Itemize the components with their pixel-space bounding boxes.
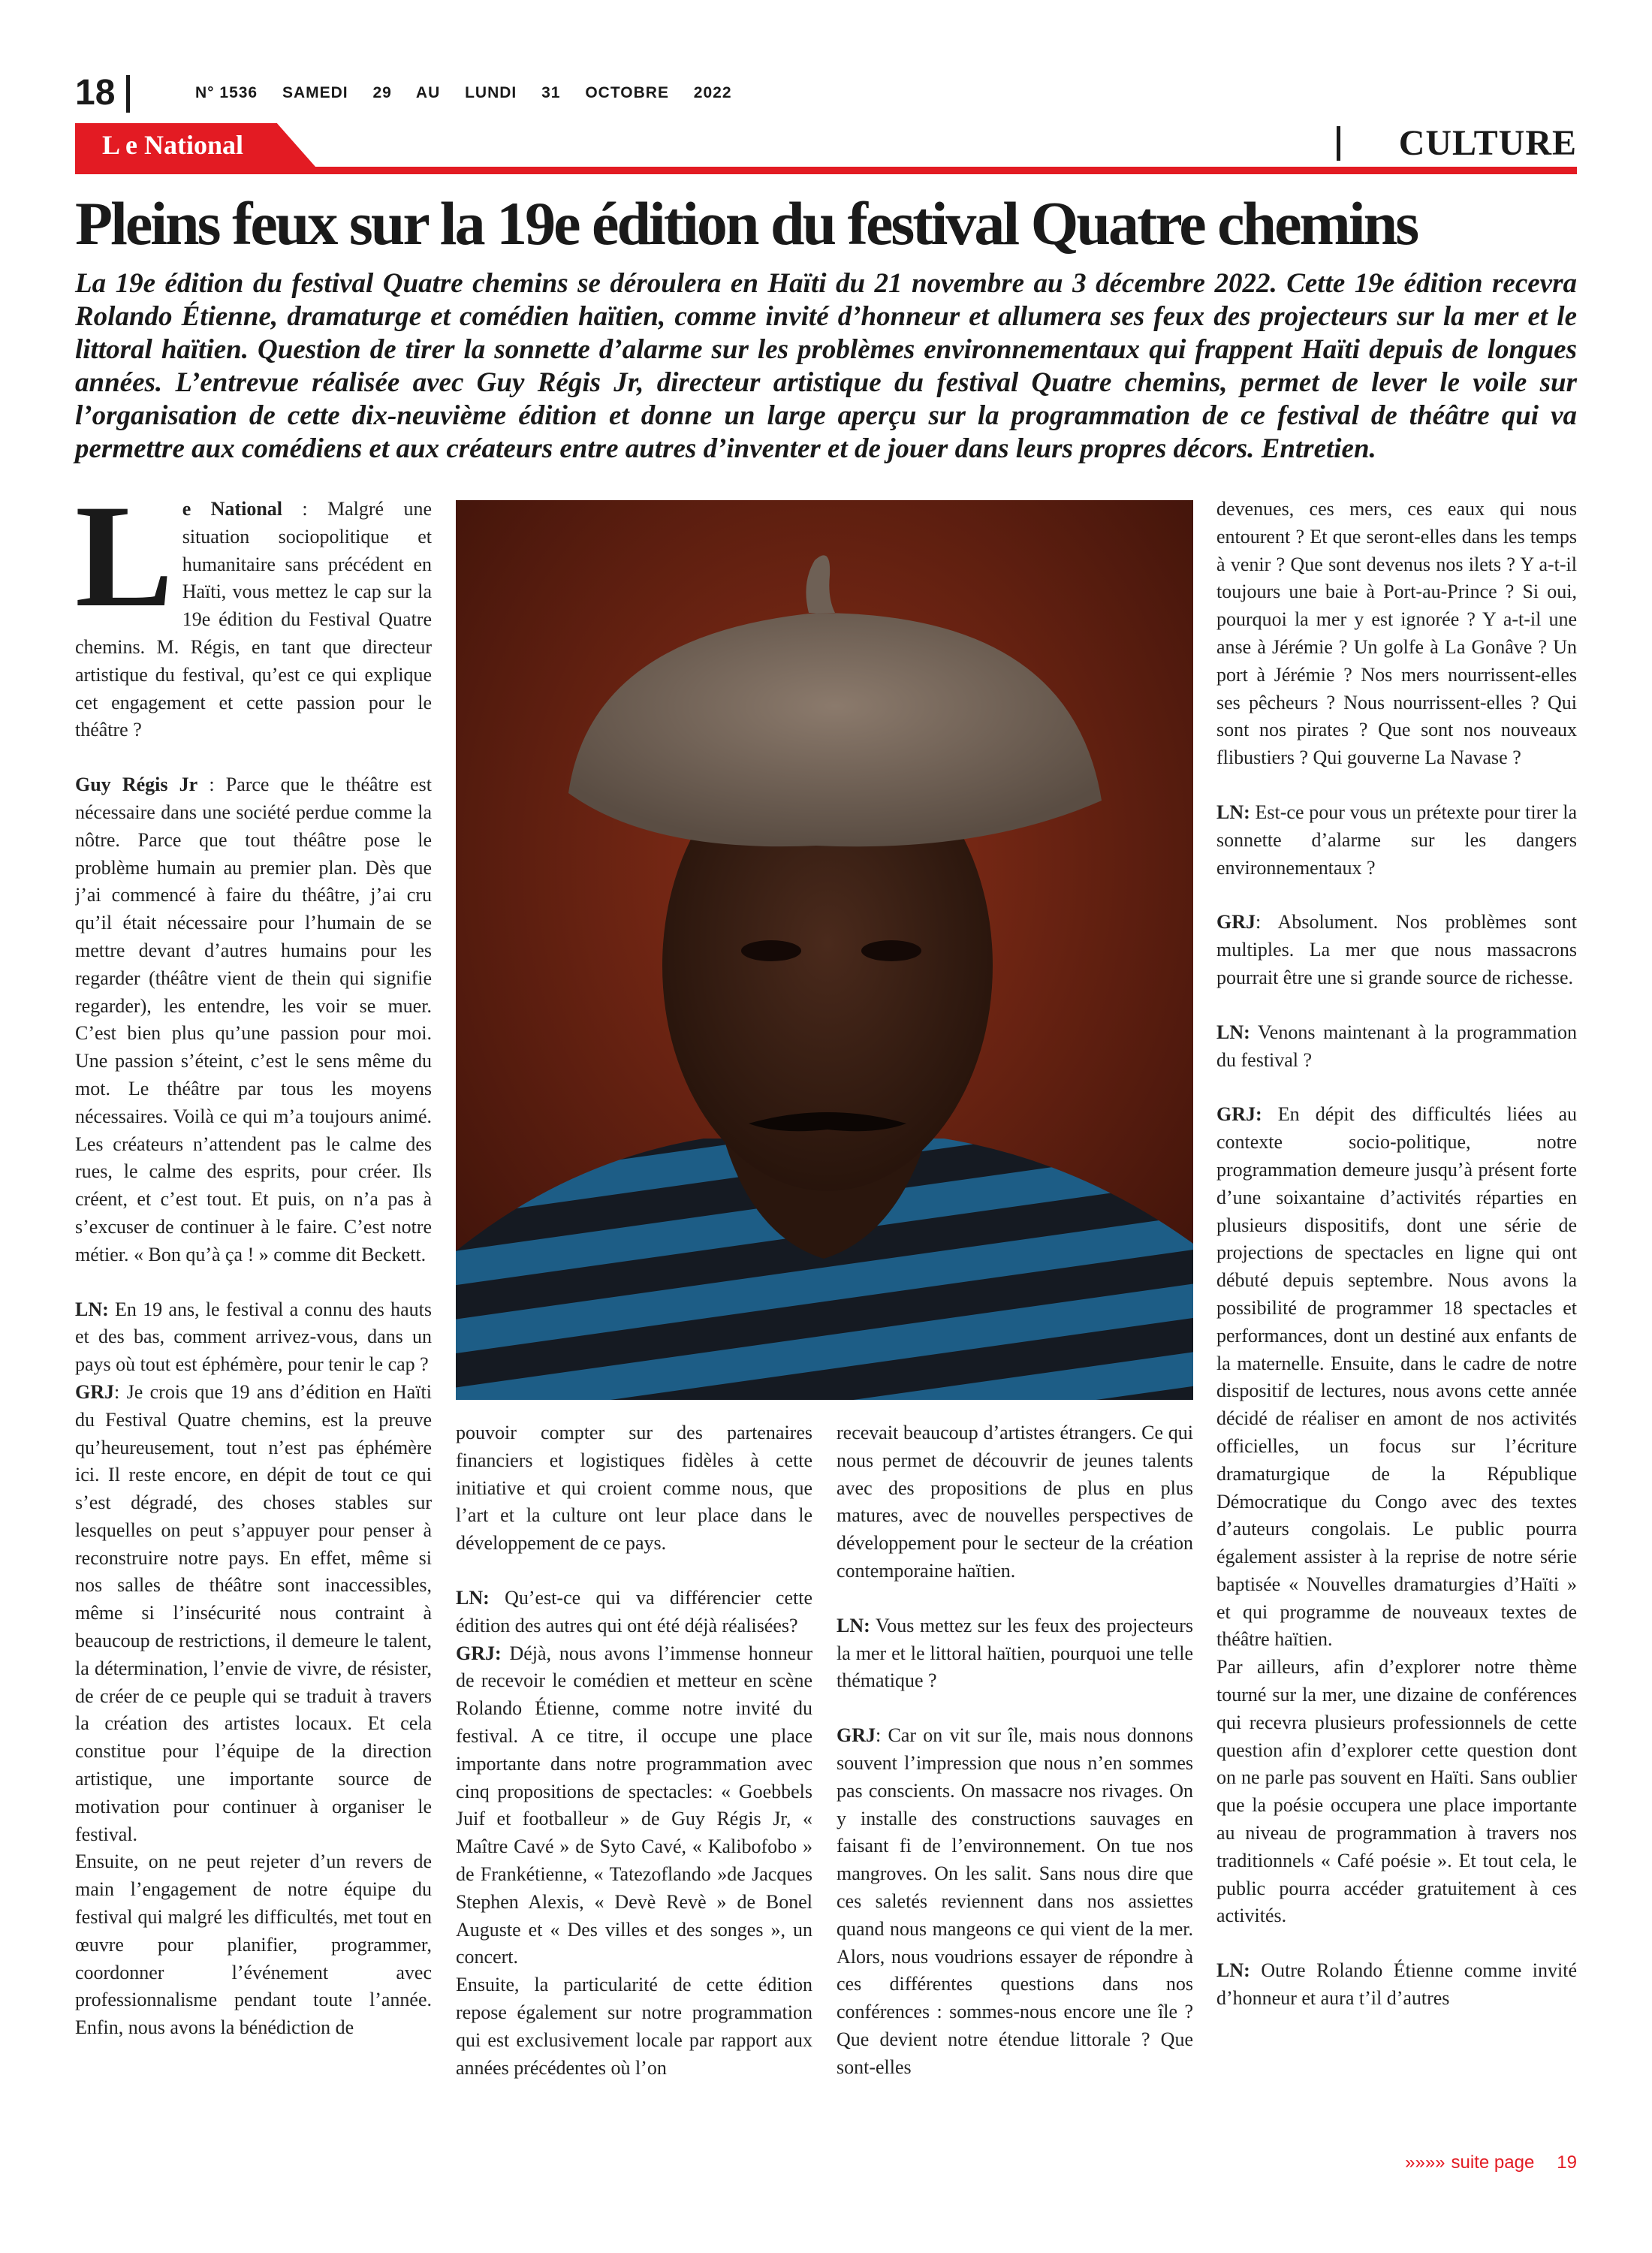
question-text: Venons maintenant à la programmation du festival ? — [1216, 1021, 1577, 1071]
answer-text: : Absolument. Nos problèmes sont multiples. La mer que nous massacrons pourrait être une si grande source de richesse. — [1216, 911, 1577, 988]
question-2 — [75, 1296, 432, 1379]
article-column-3 — [837, 1419, 1193, 2155]
speaker-label: Guy Régis Jr — [75, 774, 198, 796]
right-eye — [861, 940, 921, 961]
speaker-label: LN: — [456, 1586, 490, 1609]
page-number: 18 — [75, 73, 116, 113]
answer-5 — [1216, 909, 1577, 991]
answer-text: : Car on vit sur île, mais nous donnons souvent l’impression que nous n’en sommes pas conscients. On massacre nos rivages. On y installe des constructions sauvages en faisant fi de l’environnement. On tue nos mangroves. On les salit. Sans nous dire que ces saletés reviennent dans nos assiettes quand nous mangeons ce qui vient de la mer. Alors, nous voudrions essayer de répondre à ces différentes questions dans nos conférences : sommes-nous encore une île ? Que devient notre étendue littorale ? Que sont-elles — [837, 1724, 1193, 2078]
speaker-label: GRJ — [1216, 911, 1256, 933]
date-to: AU — [415, 84, 441, 101]
speaker-label: LN: — [1216, 1021, 1250, 1043]
question-text: Vous mettez sur les feux des projecteurs la mer et le littoral haïtien, pourquoi une telle thématique ? — [837, 1614, 1193, 1692]
question-7 — [1216, 1957, 1577, 2013]
speaker-label: e National — [182, 498, 282, 520]
article-column-1 — [75, 496, 432, 2155]
date-month: OCTOBRE — [585, 84, 669, 101]
headline: Pleins feux sur la 19e édition du festival Quatre chemins — [75, 189, 1418, 258]
answer-1 — [75, 771, 432, 1268]
question-text: : Malgré une situation sociopolitique et humanitaire sans précédent en Haïti, vous mettez le cap sur la 19e édition du Festival Quatre chemins. M. Régis, en tant que directeur artistique du festival, qu’est ce qui explique cet engagement et cette passion pour le théâtre ? — [75, 498, 432, 741]
answer-3 — [456, 1640, 812, 1972]
speaker-label: LN: — [1216, 1959, 1250, 1982]
date-end: 31 — [541, 84, 561, 101]
lede: La 19e édition du festival Quatre chemins se déroulera en Haïti du 21 novembre au 3 décembre 2022. Cette 19e édition recevra Rolando Étienne, dramaturge et comédien haïtien, comme invité d’honneur et allumera ses feux des projecteurs sur la mer et le littoral haïtien. Question de tirer la sonnette d’alarme sur les problèmes environnementaux qui frappent Haïti depuis de longues années. L’entrevue réalisée avec Guy Régis Jr, directeur artistique du festival Quatre chemins, permet de lever le voile sur l’organisation de cette dix-neuvième édition et donne un large aperçu sur la programmation de ce festival de théâtre qui va permettre aux comédiens et aux créateurs entre autres d’inventer et de jouer dans leurs propres décors. Entretien. — [75, 268, 1577, 464]
brand-name: L e National — [102, 130, 244, 160]
drop-cap: L — [75, 496, 173, 638]
answer-text: : Parce que le théâtre est nécessaire dans une société perdue comme la nôtre. Parce que tout théâtre pose le problème humain au premier plan. Dès que j’ai commencé à faire du théâtre, j’ai cru qu’il était nécessaire pour l’humain de se mettre devant d’autres humains pour les regarder (théâtre vient de thein qui signifie regarder), les entendre, les voir se muer. C’est bien plus qu’une passion pour moi. Une passion s’éteint, c’est le sens même du mot. Le théâtre par tous les moyens nécessaires. Voilà ce qui m’a toujours animé. Les créateurs n’attendent pas le calme des rues, le calme des esprits, pour créer. Ils créent, et c’est tout. Et puis, on n’a pas à s’excuser de continuer à le faire. C’est notre métier. « Bon qu’à ça ! » comme dit Beckett. — [75, 774, 432, 1265]
dateline — [195, 81, 752, 105]
answer-3-end: recevait beaucoup d’artistes étrangers. Ce qui nous permet de découvrir de jeunes talents avec des propositions de plus en plus matures, avec de nouvelles perspectives de développement pour le secteur de la création contemporaine haïtien. — [837, 1422, 1193, 1582]
answer-6 — [1216, 1101, 1577, 1654]
question-3 — [456, 1585, 812, 1640]
answer-4-end: devenues, ces mers, ces eaux qui nous entourent ? Et que seront-elles dans les temps à venir ? Que sont devenus nos ilets ? Y a-t-il toujours une baie à Port-au-Prince ? Si oui, pourquoi la mer y est ignorée ? Y a-t-il une anse à Jérémie ? Un golfe à La Gonâve ? Un port à Jérémie ? Nos mers nourrissent-elles ses pêcheurs ? Nous nourrissent-elles ? Qui sont nos pirates ? Que sont nos nouveaux flibustiers ? Qui gouverne La Navase ? — [1216, 498, 1577, 769]
answer-3-continued: Ensuite, la particularité de cette édition repose également sur notre programmation qui est exclusivement locale par rapport aux années précédentes où l’on — [456, 1974, 812, 2079]
speaker-label: GRJ — [75, 1380, 114, 1403]
answer-2-end: pouvoir compter sur des partenaires financiers et logistiques fidèles à cette initiative et qui croient comme nous, que l’art et la culture ont leur place dans le développement de ce pays. — [456, 1422, 812, 1555]
page-header — [75, 71, 1577, 116]
speaker-label: LN: — [75, 1298, 109, 1320]
date-day: SAMEDI — [282, 84, 348, 101]
question-4 — [837, 1612, 1193, 1695]
issue-number: N° 1536 — [195, 84, 258, 101]
header-rule — [75, 167, 1577, 174]
question-text: En 19 ans, le festival a connu des hauts et des bas, comment arrivez-vous, dans un pays où tout est éphémère, pour tenir le cap ? — [75, 1298, 432, 1376]
question-1 — [75, 496, 432, 744]
answer-text: En dépit des difficultés liées au contexte socio-politique, notre programmation demeure jusqu’à présent forte d’une soixantaine d’activités réparties en plusieurs dispositifs, dont une série de projections de spectacles en ligne qui ont débuté depuis septembre. Nous avons la possibilité de programmer 18 spectacles et performances, dont un destiné aux enfants de la maternelle. Ensuite, dans le cadre de notre dispositif de lectures, nous avons cette année décidé de réaliser en amont de nos activités officielles, un focus sur l’écriture dramaturgique de la République Démocratique du Congo avec des textes d’auteurs congolais. Le public pourra également assister à la reprise de notre série baptisée « Nouvelles dramaturgies d’Haïti » et qui programme de nouveaux textes de théâtre haïtien. — [1216, 1103, 1577, 1651]
section-divider — [1337, 126, 1340, 161]
article-column-4 — [1216, 496, 1577, 2140]
article-column-2 — [456, 1419, 812, 2155]
date-start: 29 — [372, 84, 392, 101]
brand-bar — [75, 123, 1577, 177]
continued-on-page[interactable] — [1405, 2152, 1577, 2173]
question-6 — [1216, 1019, 1577, 1075]
question-text: Est-ce pour vous un prétexte pour tirer la sonnette d’alarme sur les dangers environnementaux ? — [1216, 801, 1577, 879]
continue-page-number: 19 — [1557, 2152, 1577, 2173]
continue-label: suite page — [1451, 2152, 1535, 2173]
speaker-label: GRJ: — [1216, 1103, 1262, 1126]
portrait-photo — [456, 500, 1193, 1400]
continue-arrows: »»»» — [1405, 2152, 1446, 2173]
date-day-end: LUNDI — [465, 84, 517, 101]
answer-4 — [837, 1722, 1193, 2081]
speaker-label: GRJ — [837, 1724, 876, 1747]
answer-text: Déjà, nous avons l’immense honneur de recevoir le comédien et metteur en scène Rolando Étienne, comme notre invité du festival. A ce titre, il occupe une place importante dans notre programmation avec cinq propositions de spectacles: « Goebbels Juif et footballeur » de Guy Régis Jr, « Maître Cavé » de Syto Cavé, « Kalibofobo » de Frankétienne, « Tatezoflando »de Jacques Stephen Alexis, « Devè Revè » de Bonel Auguste et « Des villes et des songes », un concert. — [456, 1642, 812, 1968]
page-number-divider — [126, 75, 130, 113]
question-5 — [1216, 799, 1577, 882]
left-eye — [741, 940, 801, 961]
speaker-label: LN: — [837, 1614, 870, 1636]
portrait-illustration — [456, 500, 1193, 1400]
answer-text: : Je crois que 19 ans d’édition en Haïti du Festival Quatre chemins, est la preuve qu’heureusement, tout n’est pas éphémère ici. Il reste encore, en dépit de tout ce qui s’est dégradé, des choses stables sur lesquelles on peut s’appuyer pour penser à reconstruire notre pays. En effet, même si nos salles de théâtre sont inaccessibles, même si l’insécurité nous contraint à beaucoup de restrictions, il demeure le talent, la détermination, l’envie de vivre, de résister, de créer de ce peuple qui se traduit à travers la création des artistes locaux. Et cela constitue pour l’équipe de la direction artistique, une importante source de motivation pour continuer à organiser le festival. — [75, 1380, 432, 1845]
speaker-label: GRJ: — [456, 1642, 502, 1664]
question-text: Outre Rolando Étienne comme invité d’honneur et aura t’il d’autres — [1216, 1959, 1577, 2010]
date-year: 2022 — [693, 84, 732, 101]
speaker-label: LN: — [1216, 801, 1250, 823]
answer-6-continued: Par ailleurs, afin d’explorer notre thème tourné sur la mer, une dizaine de conférences qui recevra plusieurs professionnels de cette question afin d’explorer cette question dont on ne parle pas souvent en Haïti. Sans oublier que la poésie occupera une place importante au niveau de programmation à travers nos traditionnels « Café poésie ». Et tout cela, le public pourra accéder gratuitement à ces activités. — [1216, 1656, 1577, 1927]
section-label: CULTURE — [1398, 123, 1577, 163]
question-text: Qu’est-ce qui va différencier cette édition des autres qui ont été déjà réalisées? — [456, 1586, 812, 1636]
answer-2-continued: Ensuite, on ne peut rejeter d’un revers de main l’engagement de notre équipe du festival qui malgré les difficultés, met tout en œuvre pour planifier, programmer, coordonner l’événement avec professionnalisme pendant toute l’année. Enfin, nous avons la bénédiction de — [75, 1850, 432, 2039]
answer-2 — [75, 1379, 432, 1849]
